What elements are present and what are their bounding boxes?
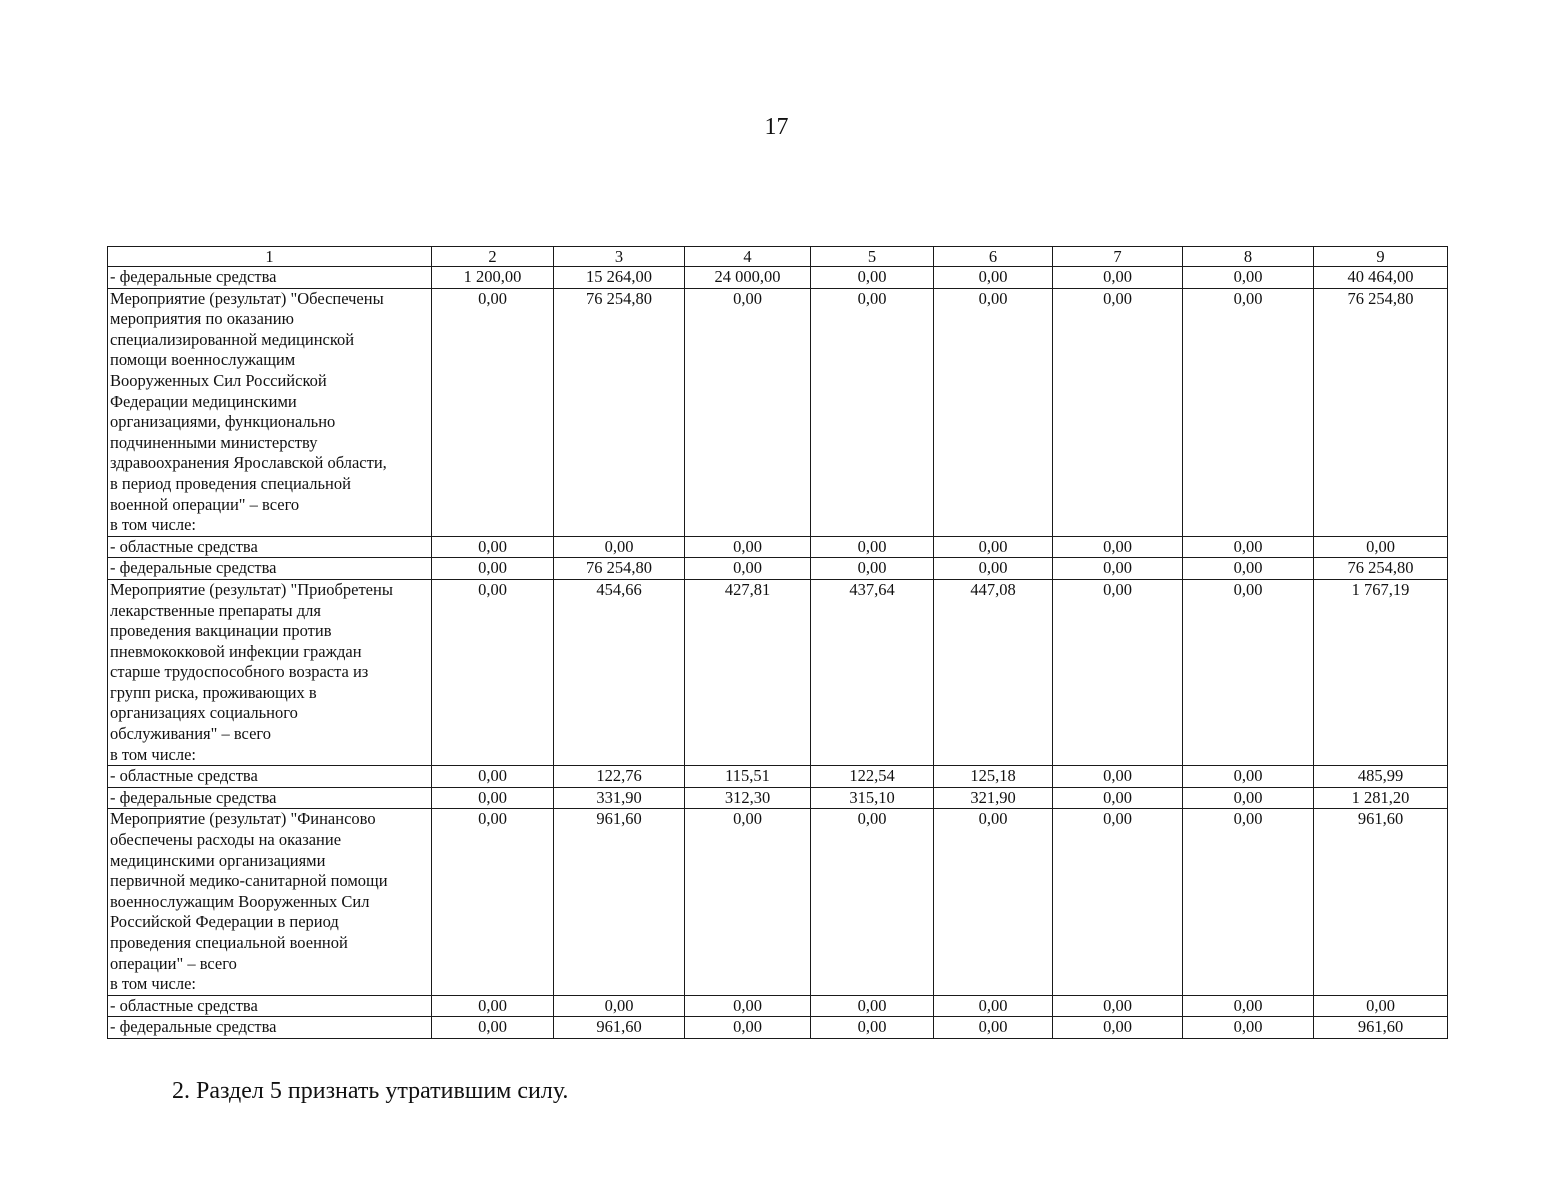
value-cell: 1 281,20: [1314, 787, 1448, 809]
row-label-line: в том числе:: [110, 515, 197, 535]
value-cell: 312,30: [685, 787, 811, 809]
value-cell: 0,00: [1053, 579, 1183, 765]
row-label-line: медицинскими организациями: [110, 850, 326, 870]
row-label: [108, 809, 432, 995]
value-cell: 0,00: [934, 267, 1053, 289]
row-label-line: групп риска, проживающих в: [110, 682, 317, 702]
row-label: - федеральные средства: [108, 267, 432, 289]
value-cell: 0,00: [1053, 995, 1183, 1017]
value-cell: 1 767,19: [1314, 579, 1448, 765]
row-label-line: в том числе:: [110, 974, 197, 994]
value-cell: 961,60: [554, 809, 685, 995]
value-cell: 447,08: [934, 579, 1053, 765]
value-cell: 0,00: [432, 536, 554, 558]
value-cell: 1 200,00: [432, 267, 554, 289]
value-cell: 76 254,80: [554, 288, 685, 536]
value-cell: 24 000,00: [685, 267, 811, 289]
value-cell: 0,00: [685, 809, 811, 995]
value-cell: 0,00: [554, 536, 685, 558]
column-number-header: 6: [934, 247, 1053, 267]
value-cell: 122,76: [554, 766, 685, 788]
value-cell: 0,00: [432, 288, 554, 536]
row-label-line: старше трудоспособного возраста из: [110, 662, 369, 682]
value-cell: 427,81: [685, 579, 811, 765]
value-cell: 0,00: [1183, 1017, 1314, 1039]
value-cell: 0,00: [1183, 558, 1314, 580]
row-label-line: лекарственные препараты для: [110, 600, 321, 620]
row-label-line: в период проведения специальной: [110, 473, 351, 493]
value-cell: 321,90: [934, 787, 1053, 809]
value-cell: 0,00: [811, 267, 934, 289]
value-cell: 0,00: [685, 558, 811, 580]
row-label-line: Российской Федерации в период: [110, 912, 339, 932]
row-label-line: Мероприятие (результат) "Обеспечены: [110, 288, 384, 308]
page-number: 17: [764, 114, 789, 140]
row-label: [108, 579, 432, 765]
value-cell: 0,00: [432, 1017, 554, 1039]
value-cell: 0,00: [1183, 995, 1314, 1017]
value-cell: 0,00: [934, 536, 1053, 558]
row-label-line: Мероприятие (результат) "Финансово: [110, 809, 376, 829]
value-cell: 485,99: [1314, 766, 1448, 788]
row-label-line: здравоохранения Ярославской области,: [110, 453, 387, 473]
value-cell: 76 254,80: [1314, 558, 1448, 580]
value-cell: 0,00: [1183, 579, 1314, 765]
table-row: [108, 536, 1448, 558]
value-cell: 0,00: [811, 995, 934, 1017]
row-label-line: в том числе:: [110, 744, 197, 764]
value-cell: 0,00: [432, 766, 554, 788]
value-cell: 0,00: [934, 558, 1053, 580]
value-cell: 40 464,00: [1314, 267, 1448, 289]
row-label-line: операции" – всего: [110, 953, 237, 973]
row-label-line: проведения вакцинации против: [110, 621, 332, 641]
table-row: [108, 809, 1448, 995]
value-cell: 0,00: [1183, 288, 1314, 536]
row-label: - областные средства: [108, 995, 432, 1017]
row-label-line: военной операции" – всего: [110, 494, 300, 514]
row-label: - федеральные средства: [108, 558, 432, 580]
table-header-row: [108, 247, 1448, 267]
row-label-line: Мероприятие (результат) "Приобретены: [110, 579, 393, 599]
table-row: [108, 766, 1448, 788]
value-cell: 0,00: [432, 787, 554, 809]
value-cell: 0,00: [811, 558, 934, 580]
row-label-line: проведения специальной военной: [110, 933, 348, 952]
row-label-line: специализированной медицинской: [110, 329, 355, 349]
column-number-header: 3: [554, 247, 685, 267]
row-label-line: мероприятия по оказанию: [110, 309, 294, 329]
row-label-line: Вооруженных Сил Российской: [110, 370, 327, 390]
value-cell: 0,00: [1314, 536, 1448, 558]
value-cell: 0,00: [685, 536, 811, 558]
value-cell: 0,00: [1053, 267, 1183, 289]
table-row: [108, 267, 1448, 289]
value-cell: 0,00: [1053, 1017, 1183, 1039]
column-number-header: 1: [108, 247, 432, 267]
value-cell: 0,00: [811, 1017, 934, 1039]
column-number-header: 9: [1314, 247, 1448, 267]
value-cell: 961,60: [1314, 809, 1448, 995]
value-cell: 437,64: [811, 579, 934, 765]
table-row: [108, 288, 1448, 536]
row-label-line: военнослужащим Вооруженных Сил: [110, 891, 370, 911]
value-cell: 0,00: [811, 536, 934, 558]
value-cell: 454,66: [554, 579, 685, 765]
table-row: [108, 995, 1448, 1017]
row-label: - областные средства: [108, 766, 432, 788]
table-row: [108, 1017, 1448, 1039]
row-label-line: подчиненными министерству: [110, 432, 318, 452]
value-cell: 0,00: [1183, 787, 1314, 809]
row-label-line: Федерации медицинскими: [110, 391, 297, 411]
value-cell: 115,51: [685, 766, 811, 788]
table-body: [108, 247, 1448, 1039]
column-number-header: 4: [685, 247, 811, 267]
value-cell: 0,00: [1314, 995, 1448, 1017]
value-cell: 961,60: [554, 1017, 685, 1039]
value-cell: 122,54: [811, 766, 934, 788]
value-cell: 315,10: [811, 787, 934, 809]
value-cell: 0,00: [811, 809, 934, 995]
column-number-header: 2: [432, 247, 554, 267]
row-label: [108, 288, 432, 536]
row-label: - федеральные средства: [108, 1017, 432, 1039]
row-label: - областные средства: [108, 536, 432, 558]
column-number-header: 8: [1183, 247, 1314, 267]
value-cell: 0,00: [1183, 536, 1314, 558]
value-cell: 0,00: [811, 288, 934, 536]
value-cell: 0,00: [1053, 766, 1183, 788]
value-cell: 0,00: [934, 809, 1053, 995]
value-cell: 0,00: [934, 1017, 1053, 1039]
row-label-line: пневмококковой инфекции граждан: [110, 641, 362, 661]
value-cell: 0,00: [1183, 809, 1314, 995]
row-label-line: первичной медико-санитарной помощи: [110, 871, 388, 891]
value-cell: 0,00: [1183, 267, 1314, 289]
value-cell: 15 264,00: [554, 267, 685, 289]
row-label-line: обеспечены расходы на оказание: [110, 830, 342, 850]
value-cell: 0,00: [432, 995, 554, 1017]
table-row: [108, 787, 1448, 809]
value-cell: 125,18: [934, 766, 1053, 788]
value-cell: 76 254,80: [554, 558, 685, 580]
value-cell: 0,00: [1053, 558, 1183, 580]
column-number-header: 7: [1053, 247, 1183, 267]
value-cell: 0,00: [934, 995, 1053, 1017]
value-cell: 0,00: [685, 995, 811, 1017]
value-cell: 0,00: [1183, 766, 1314, 788]
value-cell: 0,00: [1053, 288, 1183, 536]
value-cell: 961,60: [1314, 1017, 1448, 1039]
table-row: [108, 579, 1448, 765]
table-row: [108, 558, 1448, 580]
value-cell: 0,00: [432, 809, 554, 995]
value-cell: 0,00: [934, 288, 1053, 536]
column-number-header: 5: [811, 247, 934, 267]
value-cell: 0,00: [432, 558, 554, 580]
value-cell: 331,90: [554, 787, 685, 809]
value-cell: 0,00: [1053, 809, 1183, 995]
value-cell: 0,00: [685, 1017, 811, 1039]
row-label-line: помощи военнослужащим: [110, 350, 296, 370]
footer-text: 2. Раздел 5 признать утратившим силу.: [172, 1078, 569, 1104]
value-cell: 0,00: [554, 995, 685, 1017]
row-label: - федеральные средства: [108, 787, 432, 809]
value-cell: 0,00: [685, 288, 811, 536]
value-cell: 0,00: [432, 579, 554, 765]
row-label-line: организациях социального: [110, 703, 298, 723]
budget-table: [107, 246, 1448, 1039]
value-cell: 76 254,80: [1314, 288, 1448, 536]
value-cell: 0,00: [1053, 787, 1183, 809]
row-label-line: обслуживания" – всего: [110, 724, 271, 744]
row-label-line: организациями, функционально: [110, 412, 336, 432]
value-cell: 0,00: [1053, 536, 1183, 558]
